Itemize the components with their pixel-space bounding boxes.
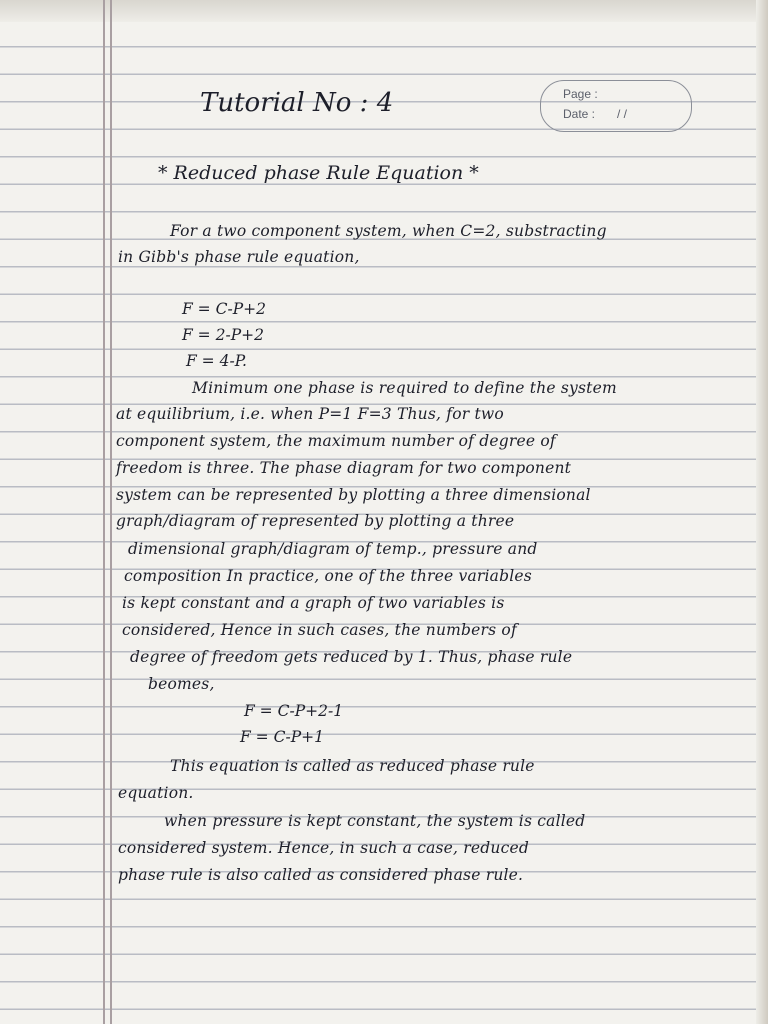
stamp-date-label: Date : xyxy=(563,107,596,121)
equation-line: F = C-P+2 xyxy=(182,300,266,318)
text-line: equation. xyxy=(118,784,194,802)
equation-line: F = 4-P. xyxy=(186,352,247,370)
equation-line: F = 2-P+2 xyxy=(182,326,264,344)
text-line: freedom is three. The phase diagram for two component xyxy=(116,459,572,477)
text-line: For a two component system, when C=2, substracting xyxy=(170,222,607,240)
equation-line: F = C-P+2-1 xyxy=(244,702,344,720)
page-date-stamp xyxy=(540,80,692,132)
text-line: composition In practice, one of the three variables xyxy=(124,567,532,585)
equation-line: F = C-P+1 xyxy=(240,728,324,746)
stamp-date-value: / / xyxy=(617,107,628,121)
page-top-edge xyxy=(0,0,768,22)
margin-line xyxy=(103,0,105,1024)
page-title: Tutorial No : 4 xyxy=(200,88,394,118)
text-line: component system, the maximum number of degree of xyxy=(116,432,556,450)
text-line: system can be represented by plotting a three dimensional xyxy=(116,486,591,504)
text-line: beomes, xyxy=(148,675,215,693)
text-line: considered system. Hence, in such a case, reduced xyxy=(118,839,529,857)
section-title: * Reduced phase Rule Equation * xyxy=(158,162,479,184)
text-line: This equation is called as reduced phase rule xyxy=(170,757,535,775)
margin-line xyxy=(110,0,112,1024)
text-line: when pressure is kept constant, the system is called xyxy=(164,812,586,830)
text-line: Minimum one phase is required to define the system xyxy=(192,379,617,397)
page-right-edge xyxy=(756,0,768,1024)
text-line: at equilibrium, i.e. when P=1 F=3 Thus, for two xyxy=(116,405,504,423)
text-line: degree of freedom gets reduced by 1. Thus, phase rule xyxy=(130,648,573,666)
text-line: graph/diagram of represented by plotting a three xyxy=(116,512,515,530)
text-line: in Gibb's phase rule equation, xyxy=(118,248,360,266)
text-line: phase rule is also called as considered phase rule. xyxy=(118,866,524,884)
text-line: is kept constant and a graph of two variables is xyxy=(122,594,505,612)
text-line: considered, Hence in such cases, the numbers of xyxy=(122,621,517,639)
text-line: dimensional graph/diagram of temp., pressure and xyxy=(128,540,538,558)
stamp-page-label: Page : xyxy=(563,87,598,101)
